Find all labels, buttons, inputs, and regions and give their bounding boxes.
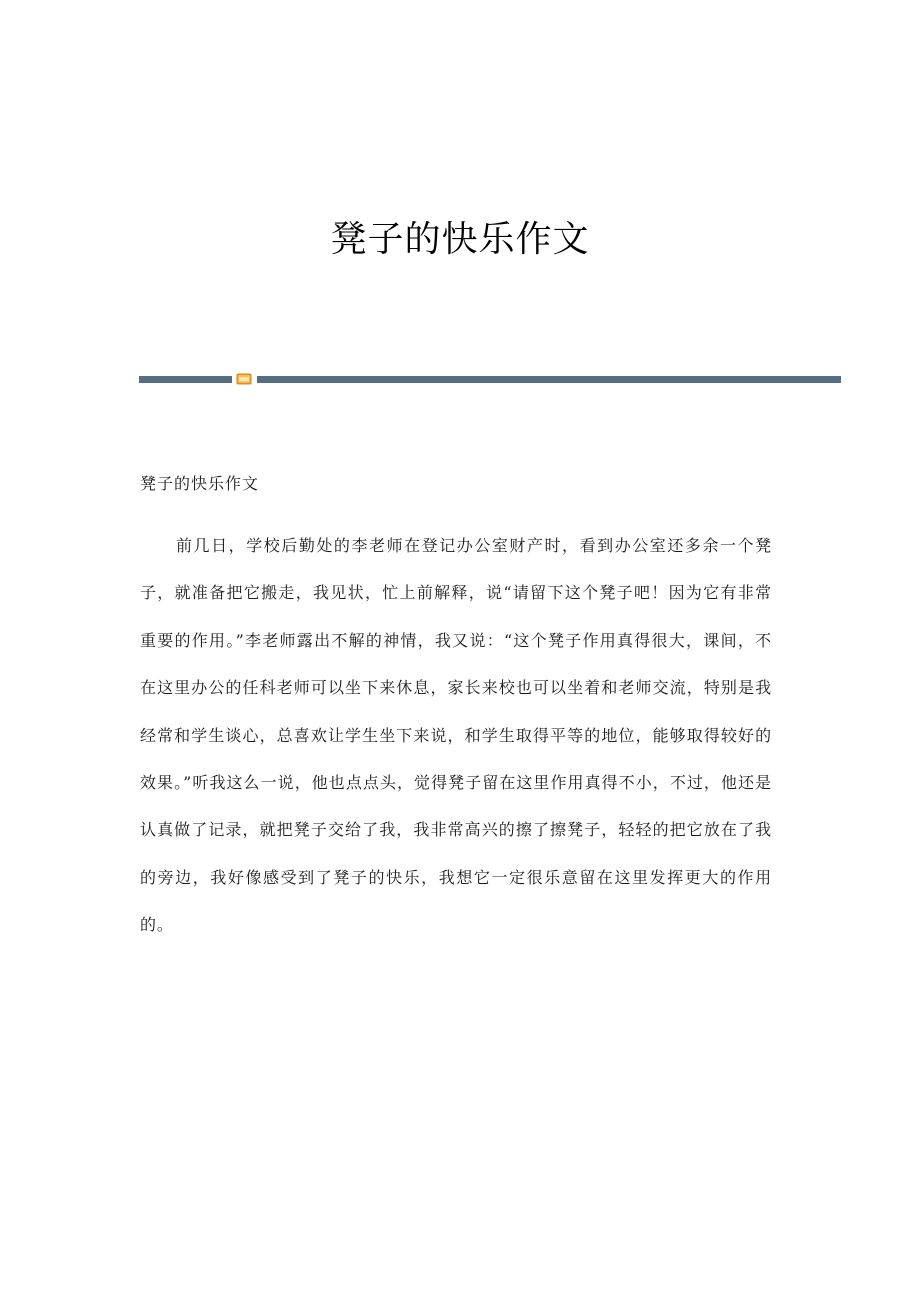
divider-bar-left	[139, 376, 232, 383]
divider-bar-right	[257, 376, 841, 383]
body-paragraph: 前几日，学校后勤处的李老师在登记办公室财产时，看到办公室还多余一个凳子，就准备把它搬走，我见状，忙上前解释，说“请留下这个凳子吧！因为它有非常重要的作用。”李老师露出不解的神情，我又说：“这个凳子作用真得很大，课间，不在这里办公的任科老师可以坐下来休息，家长来校也可以坐着和老师交流，特别是我经常和学生谈心，总喜欢让学生坐下来说，和学生取得平等的地位，能够取得较好的效果。”听我这么一说，他也点点头，觉得凳子留在这里作用真得不小，不过，他还是认真做了记录，就把凳子交给了我，我非常高兴的擦了擦凳子，轻轻的把它放在了我的旁边，我好像感受到了凳子的快乐，我想它一定很乐意留在这里发挥更大的作用的。	[140, 536, 772, 935]
envelope-icon	[236, 373, 252, 385]
document-subtitle: 凳子的快乐作文	[140, 474, 260, 493]
section-divider	[139, 368, 841, 388]
page-title: 凳子的快乐作文	[330, 219, 590, 260]
